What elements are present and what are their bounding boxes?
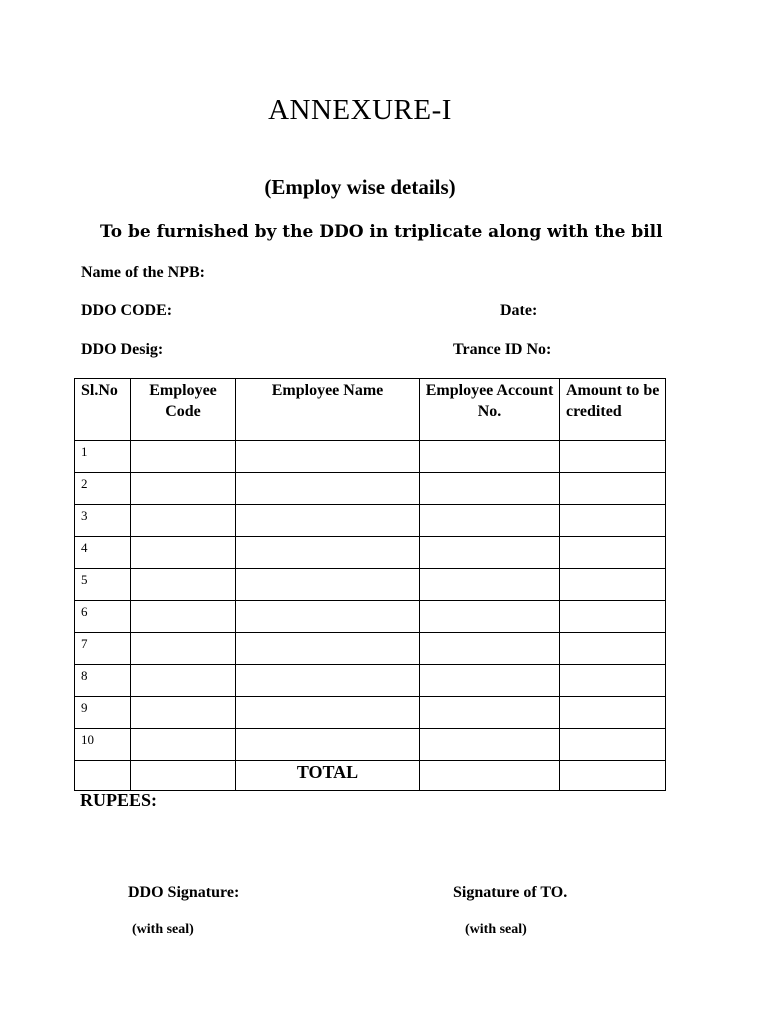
employee-name-cell[interactable] [236,665,420,697]
sl-no-cell: 1 [75,441,131,473]
employee-name-cell[interactable] [236,633,420,665]
employee-name-cell[interactable] [236,473,420,505]
ddo-designation-field-label: DDO Desig: [81,341,164,358]
employee-name-cell[interactable] [236,601,420,633]
employee-name-cell[interactable] [236,729,420,761]
date-field-label: Date: [500,302,538,319]
ddo-code-field-label: DDO CODE: [81,302,173,319]
total-account-cell [420,761,560,791]
table-row [75,473,666,505]
account-no-cell[interactable] [420,473,560,505]
amount-cell[interactable] [560,473,666,505]
sl-no-cell: 2 [75,473,131,505]
employee-code-cell[interactable] [131,569,236,601]
amount-cell[interactable] [560,505,666,537]
total-amount-cell[interactable] [560,761,666,791]
table-row [75,729,666,761]
employee-code-cell[interactable] [131,665,236,697]
employee-name-cell[interactable] [236,441,420,473]
employee-name-cell[interactable] [236,505,420,537]
employee-name-cell[interactable] [236,697,420,729]
trance-id-field-label: Trance ID No: [453,341,552,358]
header-account-no: Employee Account No. [420,379,560,441]
instruction-text: To be furnished by the DDO in triplicate along with the bill [100,222,663,242]
header-sl-no: Sl.No [75,379,131,441]
account-no-cell[interactable] [420,729,560,761]
amount-cell[interactable] [560,633,666,665]
account-no-cell[interactable] [420,569,560,601]
sl-no-cell: 10 [75,729,131,761]
page-subtitle: (Employ wise details) [264,175,456,199]
total-code-cell [131,761,236,791]
account-no-cell[interactable] [420,665,560,697]
table-row [75,505,666,537]
amount-cell[interactable] [560,537,666,569]
total-sl-cell [75,761,131,791]
amount-cell[interactable] [560,441,666,473]
employee-name-cell[interactable] [236,569,420,601]
employee-code-cell[interactable] [131,473,236,505]
account-no-cell[interactable] [420,505,560,537]
page-title: ANNEXURE-I [268,94,452,126]
total-label: TOTAL [236,761,420,791]
sl-no-cell: 4 [75,537,131,569]
employee-code-cell[interactable] [131,505,236,537]
table-row [75,633,666,665]
employee-code-cell[interactable] [131,729,236,761]
ddo-seal-note: (with seal) [132,922,194,937]
employee-code-cell[interactable] [131,537,236,569]
employee-details-table [74,378,666,791]
table-row [75,569,666,601]
table-row [75,601,666,633]
ddo-signature-label: DDO Signature: [128,884,240,901]
amount-cell[interactable] [560,665,666,697]
amount-cell[interactable] [560,697,666,729]
sl-no-cell: 6 [75,601,131,633]
to-seal-note: (with seal) [465,922,527,937]
sl-no-cell: 5 [75,569,131,601]
amount-cell[interactable] [560,729,666,761]
table-row [75,697,666,729]
sl-no-cell: 9 [75,697,131,729]
employee-name-cell[interactable] [236,537,420,569]
employee-code-cell[interactable] [131,601,236,633]
rupees-label: RUPEES: [80,790,158,810]
header-amount: Amount to be credited [560,379,666,441]
account-no-cell[interactable] [420,633,560,665]
employee-code-cell[interactable] [131,697,236,729]
account-no-cell[interactable] [420,441,560,473]
employee-code-cell[interactable] [131,441,236,473]
amount-cell[interactable] [560,569,666,601]
account-no-cell[interactable] [420,537,560,569]
employee-code-cell[interactable] [131,633,236,665]
total-row [75,761,666,791]
account-no-cell[interactable] [420,601,560,633]
table-header-row [75,379,666,441]
table-row [75,665,666,697]
sl-no-cell: 7 [75,633,131,665]
header-employee-code: Employee Code [131,379,236,441]
amount-cell[interactable] [560,601,666,633]
npb-name-field-label: Name of the NPB: [81,264,205,281]
header-employee-name: Employee Name [236,379,420,441]
sl-no-cell: 8 [75,665,131,697]
table-row [75,537,666,569]
to-signature-label: Signature of TO. [453,884,568,901]
sl-no-cell: 3 [75,505,131,537]
table-row [75,441,666,473]
account-no-cell[interactable] [420,697,560,729]
